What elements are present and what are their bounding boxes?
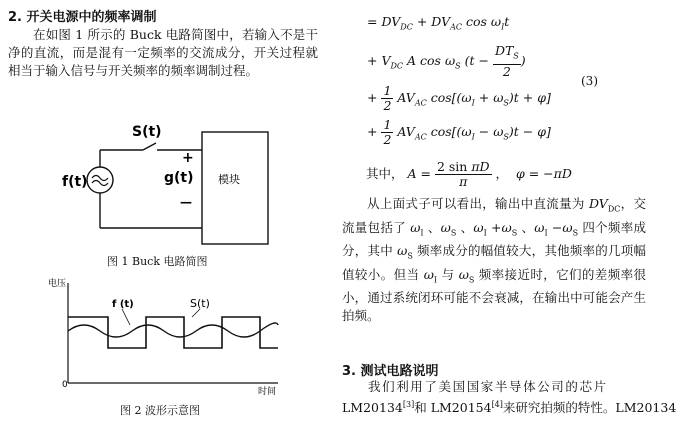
- section-3-line-2-rest: 来研究拍频的特性。LM20134: [502, 400, 676, 416]
- section-2-title: 2. 开关电源中的频率调制: [8, 10, 157, 25]
- switch-label: S(t): [132, 124, 162, 140]
- intro-paragraph: 在如图 1 所示的 Buck 电路简图中，若输入不是干净的直流，而是混有一定频率的交流成分，开关过程就相当于输入信号与开关频率的频率调制过程。: [8, 27, 318, 78]
- x-axis-label: 时间: [258, 387, 277, 397]
- switch-square-wave: [68, 317, 278, 348]
- source-label: f(t): [62, 174, 88, 190]
- ref-3[interactable]: [3]: [402, 400, 415, 409]
- where-prefix: 其中，: [366, 166, 404, 181]
- ref-4[interactable]: [4]: [491, 400, 503, 409]
- where-line: 其中， A = $\frac{\text{2 sin πD}}{\pi}$ ， φ = −πD: [366, 159, 572, 189]
- equation-number: (3): [581, 74, 598, 88]
- figure-1-caption: 图 1 Buck 电路简图: [107, 255, 208, 268]
- f-wave-label: f (t): [112, 299, 134, 310]
- output-label: g(t): [164, 170, 194, 186]
- section-3-line-1: 我们利用了美国国家半导体公司的芯片: [368, 379, 608, 394]
- figure-2-caption: 图 2 波形示意图: [120, 404, 200, 417]
- figure-1-buck-circuit: [40, 110, 290, 245]
- ac-source-icon: [87, 167, 113, 193]
- chip-lm20134: LM20134: [342, 400, 403, 416]
- section-3-title: 3. 测试电路说明: [342, 364, 439, 379]
- s-wave-label: S(t): [190, 297, 210, 310]
- analysis-paragraph: 从上面式子可以看出，输出中直流量为 $DV_{DC}$，交流量包括了 $\omega_I$ 、$\omega_S$ 、$\omega_I +\omega_S$ 、$\omega_I -\omega_S$ 四个频率成分，其中 $\omega_S$ 频率成分的幅值较大，其他频率的几项幅值较小。但当 $\omega_I$ 与 $\omega_S$ 频率接近时，它们的差频率很小，通过系统闭环可能不会衰减，在输出中可能会产生拍频。: [342, 196, 647, 323]
- section-3-line-2: [342, 396, 676, 417]
- minus-sign: —: [180, 195, 192, 209]
- input-sine-wave: [68, 323, 278, 337]
- origin-label: 0: [62, 380, 68, 390]
- figure-2-waveforms: [40, 273, 290, 398]
- block-label: 模块: [218, 173, 240, 186]
- y-axis-label: 电压: [48, 279, 67, 289]
- plus-sign: +: [182, 150, 194, 166]
- module-block: [202, 132, 268, 244]
- chip-lm20154: 和 LM20154: [414, 400, 492, 416]
